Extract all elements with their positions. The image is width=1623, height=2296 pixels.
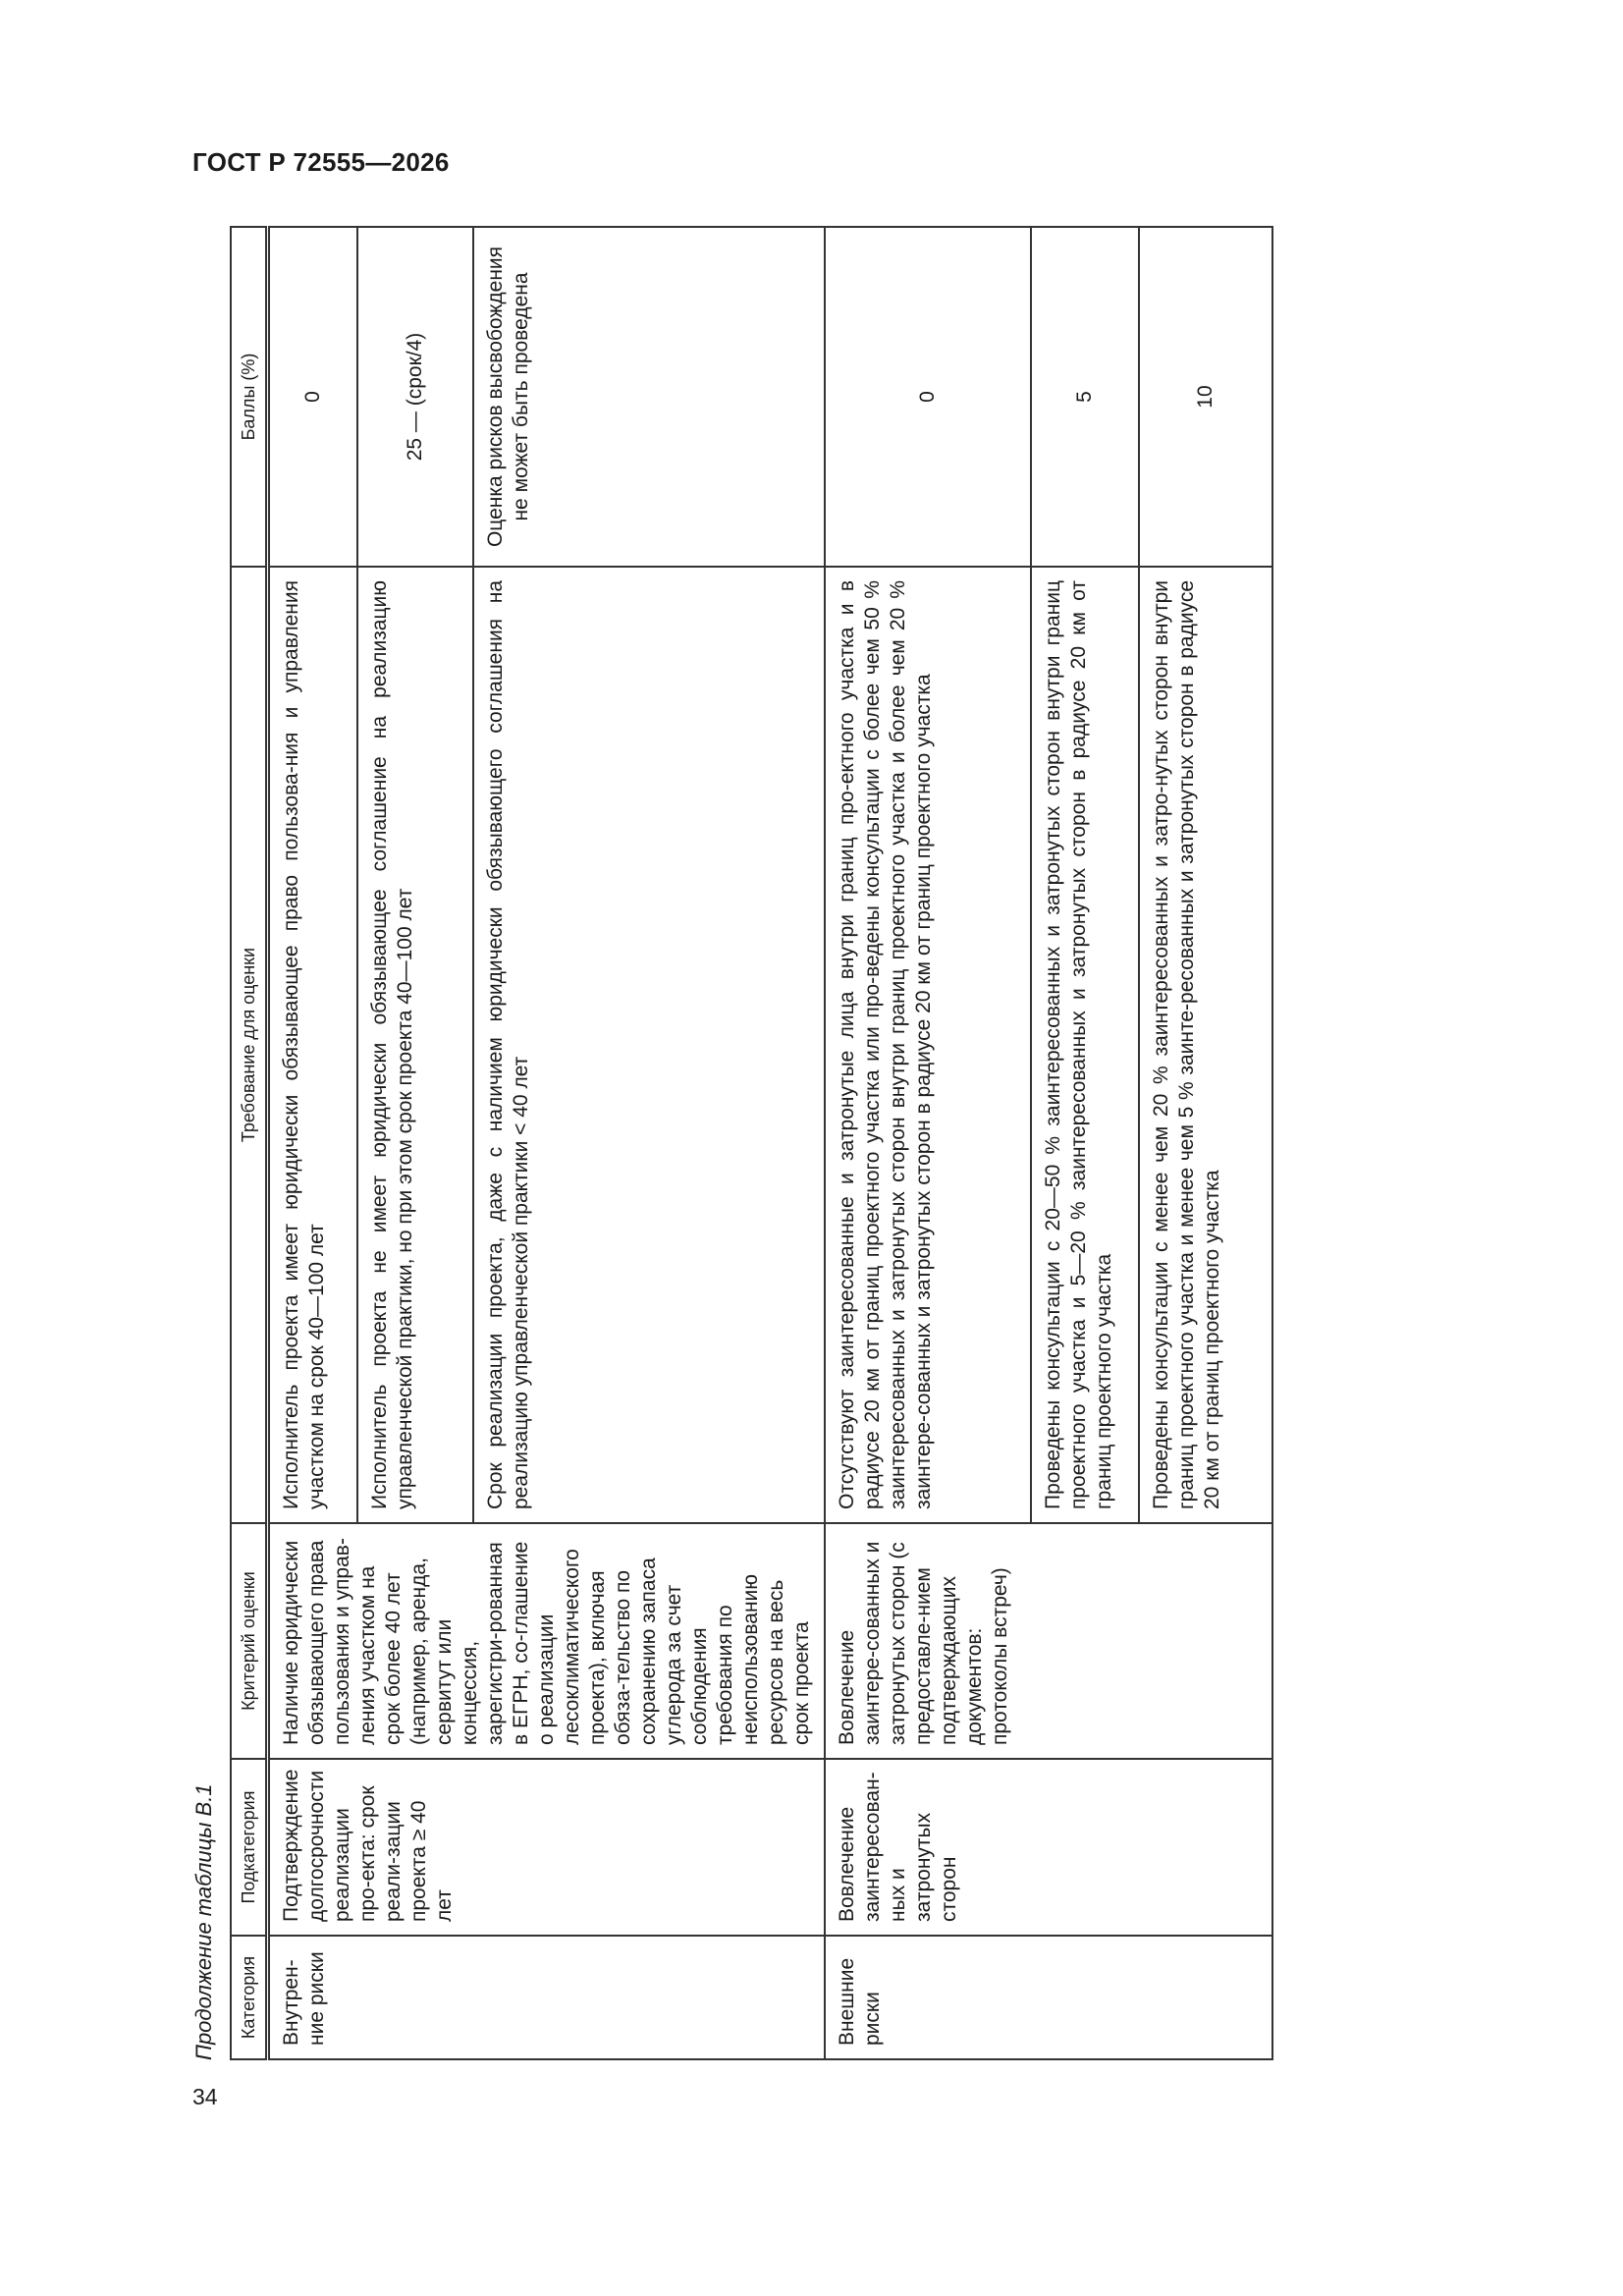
category-cell: Внутрен-ние риски [268, 1936, 826, 2059]
subcategory-cell: Подтверждение долгосрочности реализации про-екта: срок реали-зации проекта ≥ 40 лет [268, 1759, 826, 1936]
score-cell: Оценка рисков высвобождения не может быть проведена [473, 227, 825, 567]
column-header-criterion: Критерий оценки [231, 1523, 268, 1759]
table-row [825, 227, 1031, 2059]
score-cell: 0 [268, 227, 357, 567]
criterion-cell: Вовлечение заинтере-сованных и затронутых сторон (с предоставле-нием подтверждающих документов: протоколы встреч) [825, 1523, 1272, 1759]
document-code: ГОСТ Р 72555—2026 [192, 147, 450, 177]
assessment-table [230, 226, 1273, 2060]
page-number: 34 [192, 2084, 218, 2109]
requirement-cell: Исполнитель проекта не имеет юридически обязывающее соглашение на реализацию управленческой практики, но при этом срок проекта 40—100 лет [357, 567, 474, 1523]
score-cell: 25 — (срок/4) [357, 227, 474, 567]
score-cell: 10 [1139, 227, 1272, 567]
rotated-table-block [187, 228, 1249, 2060]
column-header-subcategory: Подкатегория [231, 1759, 268, 1936]
requirement-cell: Проведены консультации с 20—50 % заинтересованных и затронутых сторон внутри границ проектного участка и 5—20 % заинтересованных и затронутых сторон в радиусе 20 км от границ проектного участка [1031, 567, 1139, 1523]
requirement-cell: Отсутствуют заинтересованные и затронутые лица внутри границ про-ектного участка и в радиусе 20 км от границ проектного участка или про-ведены консультации с более чем 50 % заинтересованных и затронутых сторон внутри границ проектного участка и более чем 20 % заинтере-сованных и затронутых сторон в радиусе 20 км от границ проектного участка [825, 567, 1031, 1523]
requirement-cell: Срок реализации проекта, даже с наличием юридически обязывающего соглашения на реализацию управленческой практики < 40 лет [473, 567, 825, 1523]
table-row [268, 227, 357, 2059]
category-cell: Внешние риски [825, 1936, 1272, 2059]
column-header-score: Баллы (%) [231, 227, 268, 567]
requirement-cell: Проведены консультации с менее чем 20 % заинтересованных и затро-нутых сторон внутри границ проектного участка и менее чем 5 % заинте-ресованных и затронутых сторон в радиусе 20 км от границ проектного участка [1139, 567, 1272, 1523]
requirement-cell: Исполнитель проекта имеет юридически обязывающее право пользова-ния и управления участком на срок 40—100 лет [268, 567, 357, 1523]
score-cell: 0 [825, 227, 1031, 567]
column-header-category: Категория [231, 1936, 268, 2059]
column-header-requirement: Требование для оценки [231, 567, 268, 1523]
subcategory-cell: Вовлечение заинтересован-ных и затронутых сторон [825, 1759, 1272, 1936]
table-caption: Продолжение таблицы В.1 [191, 1783, 216, 2060]
table-header-row [231, 227, 268, 2059]
score-cell: 5 [1031, 227, 1139, 567]
criterion-cell: Наличие юридически обязывающего права пользования и управ-ления участком на срок более 40 лет (например, аренда, сервитут или концессия, зарегистри-рованная в ЕГРН, со-глашение о реализации лесоклиматического проекта), включая обяза-тельство по сохранению запаса углерода за счет соблюдения требования по неиспользованию ресурсов на весь срок проекта [268, 1523, 826, 1759]
